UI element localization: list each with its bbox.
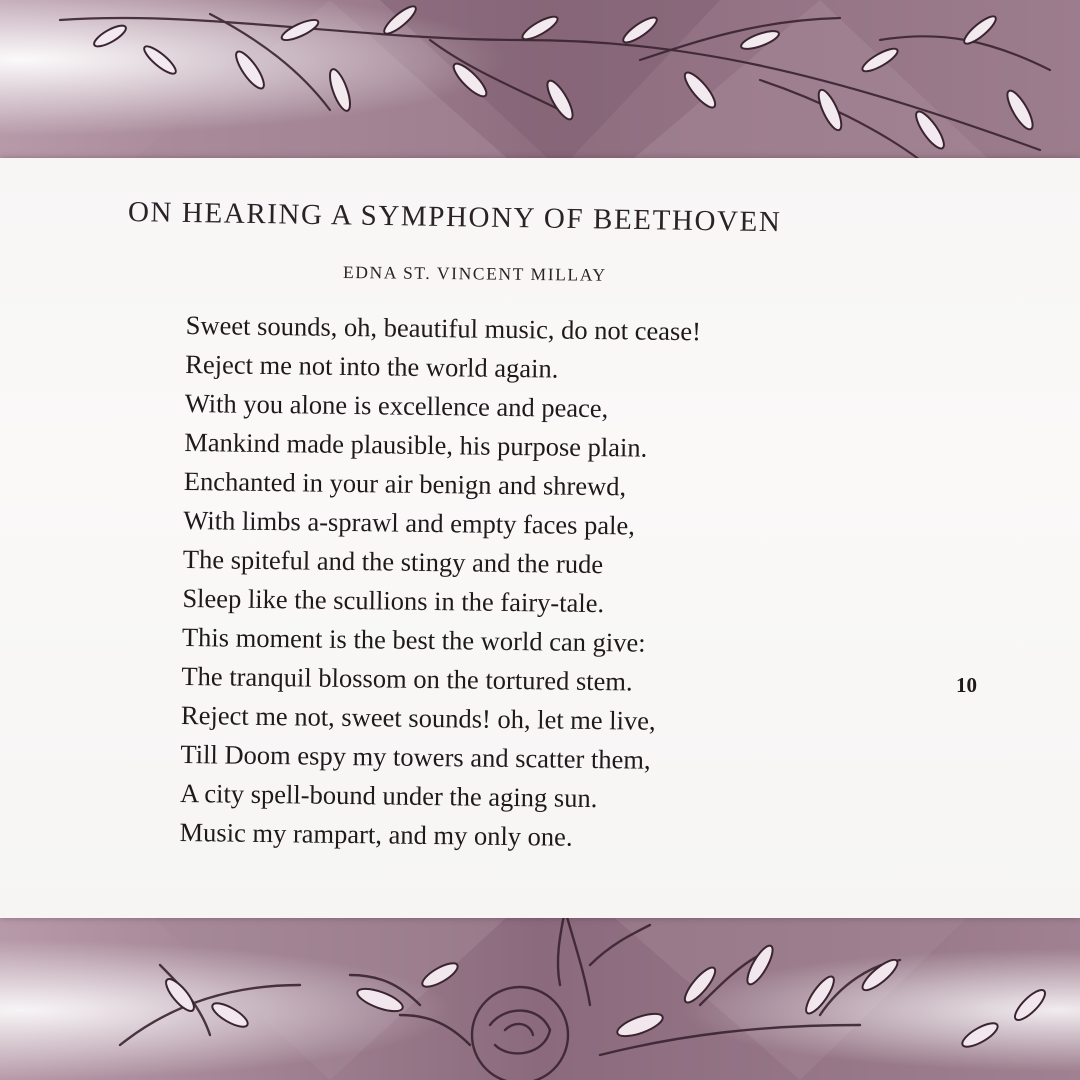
bottom-floral-background bbox=[0, 905, 1080, 1080]
poem-line: Music my rampart, and my only one. bbox=[179, 816, 573, 852]
poem-line: With you alone is excellence and peace, bbox=[184, 387, 609, 424]
line-number-marker: 10 bbox=[956, 673, 977, 697]
poem-page bbox=[0, 158, 1080, 918]
poem-line: Mankind made plausible, his purpose plain. bbox=[184, 426, 648, 463]
rose-sketch-icon bbox=[0, 905, 1080, 1080]
poem-line: A city spell-bound under the aging sun. bbox=[179, 777, 598, 814]
poem-line: Sweet sounds, oh, beautiful music, do not cease! bbox=[185, 309, 702, 347]
poem-line: The tranquil blossom on the tortured stem. bbox=[181, 660, 633, 697]
top-floral-background bbox=[0, 0, 1080, 170]
poem-title: ON HEARING A SYMPHONY OF BEETHOVEN bbox=[127, 196, 782, 239]
leafy-branch-icon bbox=[0, 0, 1080, 170]
poem-line: Enchanted in your air benign and shrewd, bbox=[183, 465, 627, 502]
poem-line: Reject me not into the world again. bbox=[185, 348, 559, 384]
poem-line: Till Doom espy my towers and scatter them, bbox=[180, 738, 651, 775]
poem-line: With limbs a-sprawl and empty faces pale, bbox=[183, 504, 636, 541]
poem-lines bbox=[179, 306, 701, 858]
poem-line: This moment is the best the world can give: bbox=[181, 621, 646, 658]
poem-line: The spiteful and the stingy and the rude bbox=[182, 543, 604, 580]
poem-line: Reject me not, sweet sounds! oh, let me live, bbox=[180, 699, 656, 736]
poem-author: EDNA ST. VINCENT MILLAY bbox=[342, 262, 607, 285]
poem-line: Sleep like the scullions in the fairy-tale. bbox=[182, 582, 605, 619]
